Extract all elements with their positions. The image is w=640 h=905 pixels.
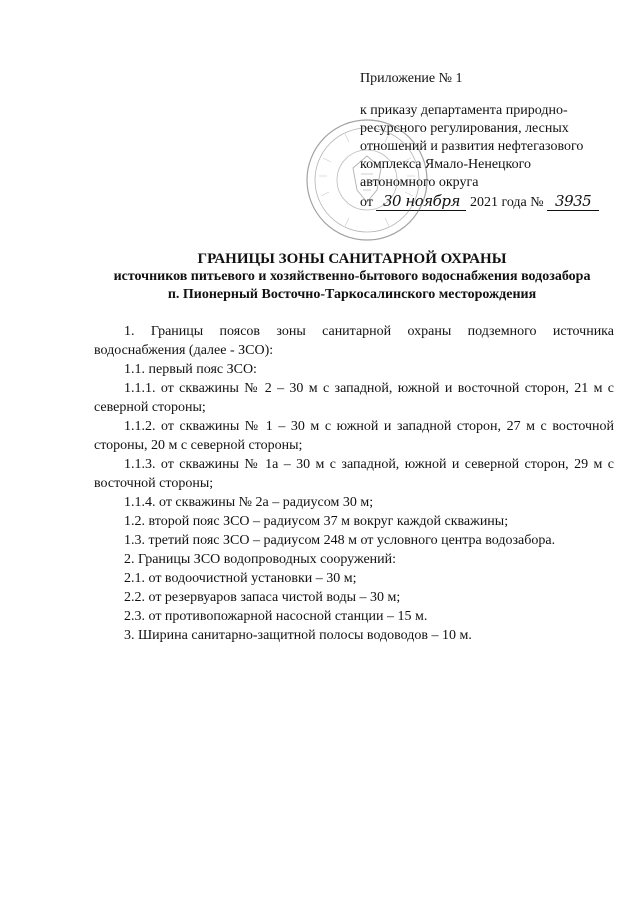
paragraph-2-3: 2.3. от противопожарной насосной станции – 15 м. (124, 609, 428, 624)
paragraph-1-2: 1.2. второй пояс ЗСО – радиусом 37 м вокруг каждой скважины; (124, 514, 509, 529)
paragraph-2-1: 2.1. от водоочистной установки – 30 м; (124, 571, 357, 586)
appendix-line-3: отношений и развития нефтегазового (360, 139, 584, 154)
paragraph-1-3: 1.3. третий пояс ЗСО – радиусом 248 м от условного центра водозабора. (124, 533, 556, 548)
order-date-number-line (360, 192, 620, 212)
paragraph-1-1-4: 1.1.4. от скважины № 2а – радиусом 30 м; (124, 495, 374, 510)
paragraph-1-1-2: 1.1.2. от скважины № 1 – 30 м с южной и западной сторон, 27 м с восточной стороны, 20 м с северной стороны; (94, 419, 614, 453)
title-line-2: источников питьевого и хозяйственно-бытового водоснабжения водозабора (113, 269, 591, 284)
paragraph-1-1: 1.1. первый пояс ЗСО: (124, 362, 257, 377)
date-prefix: от (360, 195, 373, 210)
paragraph-3: 3. Ширина санитарно-защитной полосы водоводов – 10 м. (124, 628, 472, 643)
appendix-line-2: ресурсного регулирования, лесных (360, 121, 569, 136)
handwritten-order-number: 3935 (547, 192, 599, 211)
paragraph-2-2: 2.2. от резервуаров запаса чистой воды – 30 м; (124, 590, 401, 605)
appendix-line-4: комплекса Ямало-Ненецкого (360, 157, 532, 172)
appendix-line-5: автономного округа (360, 175, 479, 190)
title-main: ГРАНИЦЫ ЗОНЫ САНИТАРНОЙ ОХРАНЫ (197, 251, 507, 267)
document-body (94, 322, 614, 645)
appendix-header (360, 70, 620, 212)
document-title (96, 250, 608, 304)
date-suffix: 2021 года № (469, 195, 544, 210)
appendix-line-1: к приказу департамента природно- (360, 103, 568, 118)
paragraph-1-1-1: 1.1.1. от скважины № 2 – 30 м с западной, южной и восточной сторон, 21 м с северной стороны; (94, 381, 614, 415)
paragraph-2: 2. Границы ЗСО водопроводных сооружений: (124, 552, 397, 567)
paragraph-1-1-3: 1.1.3. от скважины № 1а – 30 м с западной, южной и северной сторон, 29 м с восточной стороны; (94, 457, 614, 491)
title-line-3: п. Пионерный Восточно-Таркосалинского месторождения (167, 287, 537, 302)
handwritten-date: 30 ноября (376, 192, 466, 211)
appendix-title: Приложение № 1 (360, 71, 463, 86)
paragraph-1: 1. Границы поясов зоны санитарной охраны подземного источника водоснабжения (далее - ЗСО): (94, 324, 614, 358)
